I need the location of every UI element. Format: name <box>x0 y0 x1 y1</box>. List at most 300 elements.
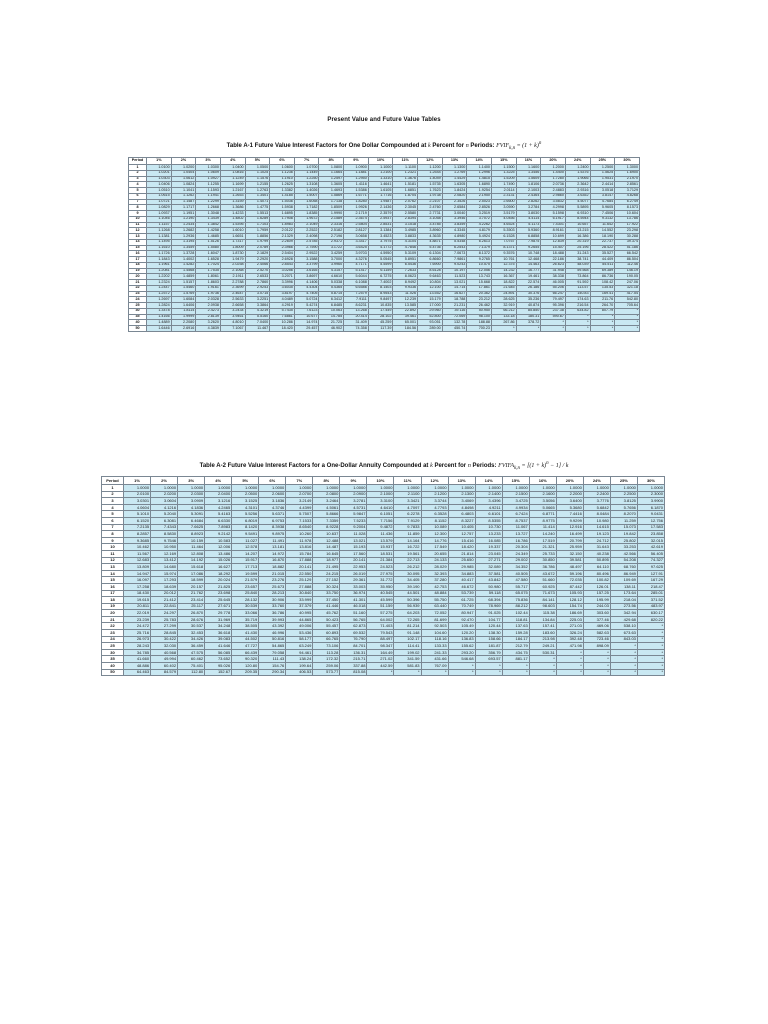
period-cell: 2 <box>129 170 147 176</box>
factor-cell: 44.409 <box>590 257 615 263</box>
factor-cell: 6.6330 <box>205 517 232 524</box>
factor-cell: 24.523 <box>367 564 394 571</box>
factor-cell: 5.3109 <box>393 251 418 257</box>
factor-cell: 71.673 <box>529 590 556 597</box>
factor-cell: 15.618 <box>178 564 205 571</box>
factor-cell: 9.2765 <box>467 257 492 263</box>
factor-cell: * <box>516 326 541 332</box>
factor-cell: * <box>502 669 529 676</box>
factor-cell: 17.519 <box>529 537 556 544</box>
factor-cell: 5.7656 <box>610 504 637 511</box>
factor-cell: * <box>637 656 664 663</box>
factor-cell: 2.8561 <box>615 182 640 188</box>
factor-cell: 10.089 <box>421 524 448 531</box>
factor-cell: * <box>637 649 664 656</box>
factor-cell: 1.3439 <box>196 216 221 222</box>
factor-cell: 15.917 <box>232 557 259 564</box>
factor-cell: 6.7424 <box>502 511 529 518</box>
factor-cell: 2.2522 <box>294 228 319 234</box>
factor-cell: 92.503 <box>421 623 448 630</box>
factor-cell: 14.240 <box>529 531 556 538</box>
factor-cell: 2.5270 <box>245 268 270 274</box>
factor-cell: 33.253 <box>610 544 637 551</box>
factor-cell: 2.3526 <box>442 199 467 205</box>
factor-cell: 19.461 <box>516 274 541 280</box>
factor-cell: 23.045 <box>475 550 502 557</box>
factor-cell: 2.1600 <box>529 491 556 498</box>
factor-cell: 7.9861 <box>442 257 467 263</box>
factor-cell: 58.177 <box>286 636 313 643</box>
factor-cell: 22.019 <box>124 610 151 617</box>
factor-cell: 18.882 <box>259 564 286 571</box>
factor-cell: 8.2070 <box>610 511 637 518</box>
factor-cell: 271.03 <box>556 623 583 630</box>
factor-cell: 39.190 <box>394 583 421 590</box>
factor-cell: 29.002 <box>502 557 529 564</box>
factor-cell: 1.7623 <box>418 188 443 194</box>
factor-cell: 15.974 <box>151 570 178 577</box>
factor-cell: 23.298 <box>615 228 640 234</box>
factor-cell: 2.1719 <box>344 211 369 217</box>
factor-cell: 7.4343 <box>151 524 178 531</box>
factor-cell: 13.412 <box>151 557 178 564</box>
rate-column-header: 3% <box>196 158 221 165</box>
factor-cell: 5.5256 <box>232 511 259 518</box>
factor-cell: 8.0484 <box>583 511 610 518</box>
factor-cell: 16.097 <box>124 577 151 584</box>
factor-cell: * <box>541 320 566 326</box>
factor-cell: 8.6128 <box>418 268 443 274</box>
factor-cell: 94.461 <box>286 649 313 656</box>
factor-cell: 5.5160 <box>245 314 270 320</box>
rate-column-header: 5% <box>245 158 270 165</box>
factor-cell: 7.9129 <box>394 517 421 524</box>
factor-cell: 1.6010 <box>220 228 245 234</box>
factor-cell: 48.497 <box>556 564 583 571</box>
factor-cell: 1.3159 <box>220 199 245 205</box>
factor-cell: 24.349 <box>502 550 529 557</box>
factor-cell: 154.76 <box>259 663 286 670</box>
factor-cell: 39.083 <box>205 636 232 643</box>
factor-cell: 10.197 <box>442 268 467 274</box>
factor-cell: 102.17 <box>394 636 421 643</box>
factor-cell: 3.0590 <box>491 205 516 211</box>
factor-cell: 8.3227 <box>448 517 475 524</box>
factor-cell: 6.1528 <box>491 234 516 240</box>
factor-cell: 16.870 <box>259 557 286 564</box>
table-a2-caption-n: n <box>467 463 471 469</box>
factor-cell: 1.9672 <box>294 216 319 222</box>
factor-cell: 4.8010 <box>220 320 245 326</box>
period-cell: 16 <box>129 251 147 257</box>
factor-cell: 2.6658 <box>220 303 245 309</box>
factor-cell: 1.1041 <box>171 188 196 194</box>
period-cell: 18 <box>129 262 147 268</box>
factor-cell: 4.3219 <box>245 308 270 314</box>
factor-cell: 1.0927 <box>196 176 221 182</box>
factor-cell: * <box>610 649 637 656</box>
period-cell: 10 <box>129 216 147 222</box>
factor-cell: 12.375 <box>491 262 516 268</box>
factor-cell: 19.337 <box>475 544 502 551</box>
factor-cell: 1.0200 <box>171 165 196 171</box>
factor-cell: 1.4233 <box>220 211 245 217</box>
factor-cell: 6.8660 <box>418 257 443 263</box>
factor-cell: 3.2464 <box>313 498 340 505</box>
factor-cell: 1.5395 <box>220 222 245 228</box>
factor-cell: 40.568 <box>151 649 178 656</box>
factor-cell: 41.301 <box>340 597 367 604</box>
factor-cell: 16.386 <box>565 234 590 240</box>
factor-cell: 1.2572 <box>147 291 172 297</box>
factor-cell: 6.1917 <box>541 216 566 222</box>
period-cell: 16 <box>102 583 124 590</box>
factor-cell: 4.5061 <box>313 504 340 511</box>
factor-cell: 1.4802 <box>220 216 245 222</box>
factor-cell: 46.005 <box>541 280 566 286</box>
factor-cell: 31.969 <box>205 616 232 623</box>
table-a2 <box>101 476 665 676</box>
factor-cell: 2.1829 <box>245 251 270 257</box>
factor-cell: 66.542 <box>615 251 640 257</box>
factor-cell: 16.722 <box>394 544 421 551</box>
factor-cell: 1.0800 <box>319 165 344 171</box>
table-row <box>102 485 665 492</box>
rate-column-header: 13% <box>448 477 475 485</box>
factor-cell: 21.231 <box>442 303 467 309</box>
factor-cell: 1.0615 <box>147 193 172 199</box>
factor-cell: 5.6371 <box>259 511 286 518</box>
factor-cell: 1.2299 <box>196 199 221 205</box>
table-a2-caption-suffix: Periods: <box>472 463 497 469</box>
period-cell: 15 <box>129 245 147 251</box>
factor-cell: 1.1046 <box>147 216 172 222</box>
factor-cell: 21.015 <box>259 570 286 577</box>
factor-cell: 2.1400 <box>475 491 502 498</box>
table-row <box>102 649 665 656</box>
factor-cell: 3.2620 <box>196 320 221 326</box>
factor-cell: 36.459 <box>178 643 205 650</box>
factor-cell: 23.276 <box>259 577 286 584</box>
factor-cell: 55.206 <box>541 285 566 291</box>
rate-column-header: 4% <box>220 158 245 165</box>
factor-cell: 1.6895 <box>270 211 295 217</box>
factor-cell: 3.8125 <box>610 498 637 505</box>
factor-cell: * <box>565 314 590 320</box>
factor-cell: 3.5056 <box>529 498 556 505</box>
factor-cell: 37.379 <box>286 603 313 610</box>
factor-cell: 4.7171 <box>344 262 369 268</box>
factor-cell: 4.3157 <box>319 268 344 274</box>
factor-cell: 12.916 <box>556 524 583 531</box>
factor-cell: 218.47 <box>637 583 664 590</box>
factor-cell: 1.2763 <box>245 188 270 194</box>
factor-cell: 1.2950 <box>344 176 369 182</box>
period-cell: 40 <box>102 663 124 670</box>
factor-cell: 92.470 <box>448 616 475 623</box>
factor-cell: 16.645 <box>313 550 340 557</box>
factor-cell: 12.756 <box>637 517 664 524</box>
factor-cell: 3.0518 <box>590 188 615 194</box>
factor-cell: 3.3417 <box>344 239 369 245</box>
table-row <box>102 498 665 505</box>
factor-cell: 18.488 <box>541 251 566 257</box>
factor-cell: * <box>475 669 502 676</box>
rate-column-header: 3% <box>178 477 205 485</box>
factor-cell: 6.1520 <box>124 517 151 524</box>
factor-cell: 1.4815 <box>467 176 492 182</box>
factor-cell: 79.497 <box>541 297 566 303</box>
factor-cell: 128.12 <box>556 597 583 604</box>
factor-cell: 1.5181 <box>393 182 418 188</box>
factor-cell: 216.54 <box>565 303 590 309</box>
factor-cell: 28.676 <box>178 616 205 623</box>
factor-cell: 1.0000 <box>205 485 232 492</box>
factor-cell: 3.2434 <box>220 308 245 314</box>
factor-cell: 133.18 <box>491 314 516 320</box>
factor-cell: 2.9522 <box>294 251 319 257</box>
factor-cell: * <box>637 663 664 670</box>
table-row <box>102 583 665 590</box>
table-row <box>102 504 665 511</box>
factor-cell: 167.29 <box>637 577 664 584</box>
factor-cell: 442.59 <box>367 663 394 670</box>
factor-cell: 1.2081 <box>147 268 172 274</box>
factor-cell: 16.627 <box>205 564 232 571</box>
factor-cell: 6.2613 <box>467 239 492 245</box>
factor-cell: 38.338 <box>541 274 566 280</box>
factor-cell: 6.9753 <box>259 517 286 524</box>
factor-cell: 6.9310 <box>565 211 590 217</box>
factor-cell: 69.389 <box>590 268 615 274</box>
factor-cell: 120.80 <box>232 663 259 670</box>
factor-cell: 7.6625 <box>178 524 205 531</box>
factor-cell: * <box>394 669 421 676</box>
factor-cell: 86.504 <box>615 257 640 263</box>
factor-cell: 3.6352 <box>565 193 590 199</box>
factor-cell: 2.7731 <box>418 211 443 217</box>
factor-cell: 1.8424 <box>442 188 467 194</box>
factor-cell: 14.232 <box>491 268 516 274</box>
factor-cell: * <box>615 314 640 320</box>
rate-column-header: 30% <box>615 158 640 165</box>
factor-cell: 2.1049 <box>294 222 319 228</box>
factor-cell: 673.63 <box>610 630 637 637</box>
factor-cell: 4.2919 <box>270 303 295 309</box>
factor-cell: 1.0000 <box>610 485 637 492</box>
factor-cell: 1.9926 <box>344 205 369 211</box>
factor-cell: 25.783 <box>151 616 178 623</box>
factor-cell: 1.1000 <box>368 165 393 171</box>
factor-cell: 2.0114 <box>491 188 516 194</box>
factor-cell: 2.3674 <box>344 216 369 222</box>
factor-cell: 1.1157 <box>147 222 172 228</box>
factor-cell: * <box>556 669 583 676</box>
factor-cell: 1.4775 <box>245 205 270 211</box>
factor-cell: 15.416 <box>448 537 475 544</box>
factor-cell: 8.9543 <box>368 291 393 297</box>
period-cell: 11 <box>102 550 124 557</box>
factor-cell: 18.420 <box>270 326 295 332</box>
factor-cell: 1.5157 <box>171 280 196 286</box>
factor-cell: 60.462 <box>178 656 205 663</box>
factor-cell: 16.627 <box>442 291 467 297</box>
factor-cell: 2.0900 <box>340 491 367 498</box>
factor-cell: 25.733 <box>529 550 556 557</box>
factor-cell: 2.0328 <box>196 297 221 303</box>
factor-cell: 8.1403 <box>368 285 393 291</box>
factor-cell: 1.1941 <box>196 193 221 199</box>
factor-cell: 1.8114 <box>171 308 196 314</box>
table-a2-formula <box>498 461 569 472</box>
factor-cell: 5.3503 <box>491 228 516 234</box>
factor-cell: 8.9492 <box>393 280 418 286</box>
factor-cell: 29.960 <box>418 308 443 314</box>
factor-cell: 2.2080 <box>171 320 196 326</box>
period-cell: 6 <box>129 193 147 199</box>
table-row <box>102 544 665 551</box>
factor-cell: 1.1268 <box>147 228 172 234</box>
period-cell: 5 <box>102 511 124 518</box>
factor-cell: 19.842 <box>610 531 637 538</box>
factor-cell: 9.9299 <box>556 517 583 524</box>
period-cell: 50 <box>129 326 147 332</box>
factor-cell: 3.1216 <box>205 498 232 505</box>
factor-cell: 56.405 <box>637 550 664 557</box>
factor-cell: 95.026 <box>205 663 232 670</box>
factor-cell: 2.8543 <box>270 262 295 268</box>
period-cell: 22 <box>102 623 124 630</box>
factor-cell: 13.268 <box>344 308 369 314</box>
table-row <box>102 524 665 531</box>
factor-cell: 72.052 <box>421 610 448 617</box>
factor-cell: 111.43 <box>259 656 286 663</box>
factor-cell: 378.72 <box>516 320 541 326</box>
factor-cell: 1.0000 <box>313 485 340 492</box>
factor-cell: 21.412 <box>151 597 178 604</box>
factor-cell: 1.0000 <box>286 485 313 492</box>
factor-cell: 1.2544 <box>418 170 443 176</box>
factor-cell: 10.637 <box>313 531 340 538</box>
factor-cell: 7.6123 <box>294 308 319 314</box>
factor-cell: 4.7793 <box>421 504 448 511</box>
factor-cell: 28.625 <box>491 297 516 303</box>
factor-cell: 5.3091 <box>178 511 205 518</box>
factor-cell: 4.6410 <box>367 504 394 511</box>
factor-cell: 157.25 <box>583 590 610 597</box>
factor-cell: 3.7072 <box>467 216 492 222</box>
factor-cell: 2.4066 <box>245 262 270 268</box>
factor-cell: 79.543 <box>367 630 394 637</box>
factor-cell: 66.212 <box>491 308 516 314</box>
factor-cell: 17.922 <box>615 222 640 228</box>
factor-cell: 11.028 <box>340 531 367 538</box>
period-cell: 10 <box>102 544 124 551</box>
factor-cell: 154.74 <box>556 603 583 610</box>
factor-cell: 14.463 <box>516 262 541 268</box>
factor-cell: 50.980 <box>475 583 502 590</box>
factor-cell: 10.730 <box>475 524 502 531</box>
factor-cell: 1.9736 <box>196 291 221 297</box>
factor-cell: 1.5769 <box>171 291 196 297</box>
factor-cell: 51.160 <box>340 610 367 617</box>
factor-cell: 55.750 <box>421 597 448 604</box>
factor-cell: 50.396 <box>394 597 421 604</box>
factor-cell: 18.599 <box>178 577 205 584</box>
table-row <box>102 630 665 637</box>
factor-cell: 18.639 <box>151 583 178 590</box>
factor-cell: 1.6851 <box>393 188 418 194</box>
factor-cell: 20.811 <box>124 603 151 610</box>
factor-cell: 68.394 <box>475 597 502 604</box>
factor-cell: 2.0258 <box>220 262 245 268</box>
factor-cell: 2.9860 <box>541 193 566 199</box>
table-row <box>102 669 665 676</box>
factor-cell: 5.6842 <box>583 504 610 511</box>
factor-cell: 581.83 <box>394 663 421 670</box>
table-a1-formula-rest: = (1 + k) <box>515 143 539 149</box>
factor-cell: 218.04 <box>610 597 637 604</box>
factor-cell: 2.0500 <box>232 491 259 498</box>
factor-cell: 39.581 <box>556 557 583 564</box>
factor-cell: 109.69 <box>610 577 637 584</box>
factor-cell: 1.1236 <box>270 170 295 176</box>
factor-cell: 1.2324 <box>147 280 172 286</box>
factor-cell: 4.1772 <box>368 245 393 251</box>
factor-cell: 33.066 <box>232 610 259 617</box>
factor-cell: 34.405 <box>394 577 421 584</box>
factor-cell: 17.449 <box>368 308 393 314</box>
factor-cell: 12.056 <box>467 268 492 274</box>
factor-cell: 14.552 <box>590 228 615 234</box>
factor-cell: 54.865 <box>259 643 286 650</box>
factor-cell: 1.3456 <box>516 170 541 176</box>
factor-cell: * <box>637 636 664 643</box>
factor-cell: 1.2100 <box>368 170 393 176</box>
factor-cell: 3.4259 <box>319 251 344 257</box>
factor-cell: 4.6524 <box>491 222 516 228</box>
factor-cell: 1.2769 <box>442 170 467 176</box>
factor-cell: 18.822 <box>491 280 516 286</box>
rate-column-header: 12% <box>421 477 448 485</box>
factor-cell: 1.0000 <box>502 485 529 492</box>
factor-cell: 12.839 <box>541 239 566 245</box>
factor-cell: 86.949 <box>610 570 637 577</box>
table-a2-formula-rest: = [(1 + k) <box>520 463 547 469</box>
factor-cell: * <box>610 669 637 676</box>
factor-cell: 35.236 <box>516 297 541 303</box>
factor-cell: 4.3345 <box>442 228 467 234</box>
factor-cell: 7.4301 <box>541 222 566 228</box>
rate-column-header: 11% <box>393 158 418 165</box>
factor-cell: 61.725 <box>448 597 475 604</box>
factor-cell: 20.157 <box>178 583 205 590</box>
factor-cell: 1.1881 <box>344 170 369 176</box>
factor-cell: 2.3699 <box>220 285 245 291</box>
factor-cell: 4.7097 <box>394 504 421 511</box>
factor-cell: 184.56 <box>393 326 418 332</box>
header-row <box>102 477 665 485</box>
factor-cell: 53.436 <box>286 630 313 637</box>
factor-cell: 7.6861 <box>270 314 295 320</box>
factor-cell: 84.579 <box>151 669 178 676</box>
factor-cell: 1.2682 <box>171 228 196 234</box>
factor-cell: 9.8497 <box>368 297 393 303</box>
factor-cell: 1.6651 <box>220 234 245 240</box>
factor-cell: * <box>448 663 475 670</box>
factor-cell: 1.7024 <box>196 262 221 268</box>
factor-cell: 1.0000 <box>340 485 367 492</box>
